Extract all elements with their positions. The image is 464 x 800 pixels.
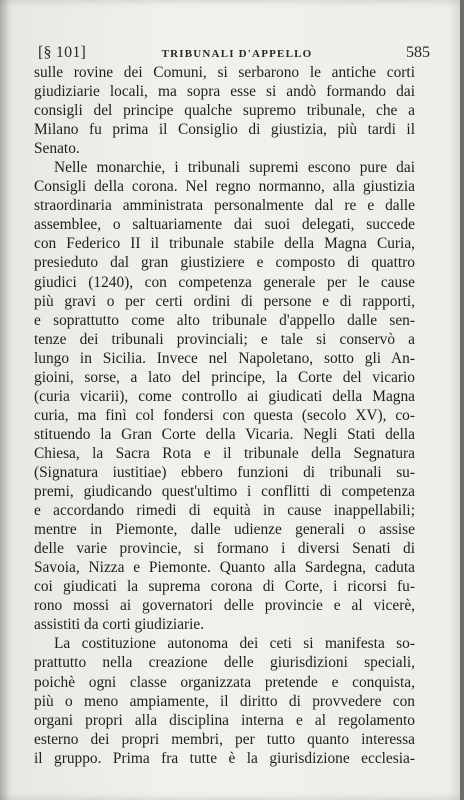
- running-title: TRIBUNALI D'APPELLO: [161, 48, 313, 60]
- text-line: Nelle monarchie, i tribunali supremi escono pure dai: [54, 159, 415, 177]
- text-line: e accordando rimedi di equità in cause inappellabili;: [34, 502, 415, 520]
- text-line: sulle rovine dei Comuni, si serbarono le antiche corti: [34, 64, 415, 81]
- text-line: Senato.: [34, 140, 80, 158]
- text-line: organi propri alla disciplina interna e al regolamento: [34, 711, 415, 729]
- section-marker: [§ 101]: [38, 44, 87, 61]
- text-line: Milano fu prima il Consiglio di giustizia, più tardi il: [34, 121, 415, 139]
- text-line: prattutto nella creazione delle giurisdizioni speciali,: [34, 654, 415, 672]
- paragraph-3: [34, 634, 415, 767]
- text-line: Savoia, Nizza e Piemonte. Quanto alla Sardegna, caduta: [34, 559, 415, 577]
- text-line: (curia vicarii), come controllo ai giudicati della Magna: [34, 387, 415, 405]
- text-line: La costituzione autonoma dei ceti si manifesta so-: [54, 635, 415, 653]
- text-line: Consigli della corona. Nel regno normanno, alla giustizia: [34, 178, 415, 196]
- text-line: premi, giudicando quest'ultimo i conflitti di competenza: [34, 483, 415, 501]
- text-line: assistiti da corti giudiziarie.: [34, 616, 205, 634]
- text-line: lungo in Sicilia. Invece nel Napoletano, sotto gli An-: [34, 349, 415, 367]
- body-text: [34, 63, 415, 768]
- text-line: il gruppo. Prima fra tutte è la giurisdizione ecclesia-: [34, 749, 415, 767]
- paragraph-1: [34, 63, 415, 158]
- text-line: esterno dei propri membri, per tutto quanto interessa: [34, 730, 415, 748]
- text-line: Chiesa, la Sacra Rota e il tribunale della Segnatura: [34, 444, 415, 462]
- text-line: stituendo la Gran Corte della Vicaria. Negli Stati della: [34, 425, 415, 443]
- text-line: assemblee, o saltuariamente dai suoi delegati, succede: [34, 216, 415, 234]
- page-number: 585: [406, 44, 430, 61]
- text-line: delle varie provincie, si formano i diversi Senati di: [34, 540, 415, 558]
- text-line: poichè ogni classe organizzata pretende e conquista,: [34, 673, 415, 691]
- text-line: consigli del principe qualche supremo tribunale, che a: [34, 102, 415, 120]
- text-line: rono mossi ai governatori delle provincie e al vicerè,: [34, 597, 415, 615]
- text-line: e soprattutto come alto tribunale d'appello dalle sen-: [34, 311, 415, 329]
- text-line: straordinaria amministrata personalmente dal re e dalle: [34, 197, 415, 215]
- text-line: presieduto dal gran giustiziere e composto di quattro: [34, 254, 415, 272]
- text-line: giudici (1240), con competenza generale per le cause: [34, 273, 415, 291]
- text-line: con Federico II il tribunale stabile della Magna Curia,: [34, 235, 415, 253]
- text-line: gioini, sorse, a lato del principe, la Corte del vicario: [34, 368, 415, 386]
- text-line: mentre in Piemonte, dalle udienze generali o assise: [34, 521, 415, 539]
- paragraph-2: [34, 158, 415, 634]
- text-line: più gravi o per certi ordini di persone e di rapporti,: [34, 292, 415, 310]
- text-line: (Signatura iustitiae) ebbero funzioni di tribunali su-: [34, 463, 415, 481]
- text-line: tenze dei tribunali provinciali; e tale si conservò a: [34, 330, 415, 348]
- text-line: coi giudicati la suprema corona di Corte, i ricorsi fu-: [34, 578, 415, 596]
- text-line: giudiziarie locali, ma sopra esse si andò formando dai: [34, 83, 415, 101]
- text-line: più o meno ampiamente, il diritto di provvedere con: [34, 692, 415, 710]
- text-line: curia, ma finì col fondersi con questa (secolo XV), co-: [34, 406, 415, 424]
